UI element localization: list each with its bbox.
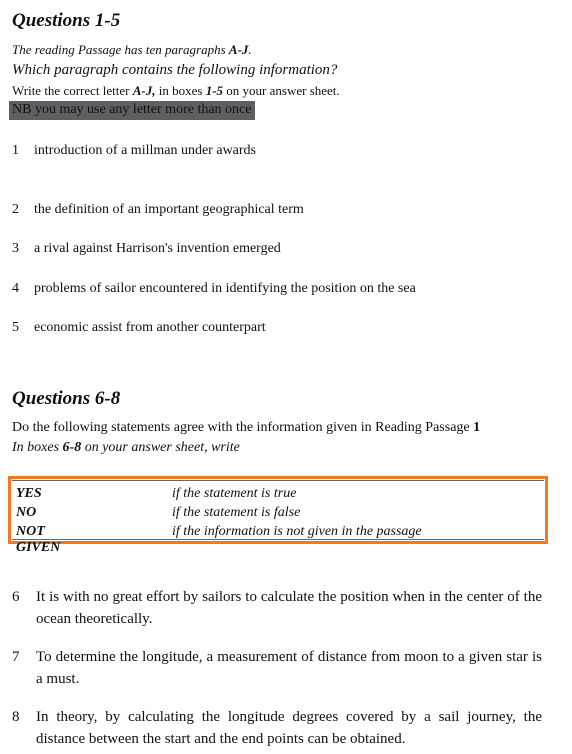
question-number: 7 <box>12 649 20 665</box>
question-text: To determine the longitude, a measurement of distance from moon to a given star is a must. <box>36 649 542 687</box>
instruction-text: . <box>248 42 252 57</box>
passage-number: 1 <box>473 420 481 435</box>
section1-instruction-1 <box>12 42 252 58</box>
answer-legend-box <box>8 476 548 555</box>
question-text: a rival against Harrison's invention emerged <box>34 241 281 256</box>
legend-description: if the statement is false <box>172 505 301 520</box>
question-number: 3 <box>12 241 19 256</box>
section2-heading: Questions 6-8 <box>12 388 121 409</box>
section1-instruction-3 <box>12 83 340 99</box>
question-text: economic assist from another counterpart <box>34 320 266 335</box>
question-number: 1 <box>12 143 19 158</box>
question-2 <box>12 202 304 218</box>
legend-table <box>12 480 544 555</box>
letter-range: A-J <box>228 42 249 57</box>
question-number: 4 <box>12 281 19 296</box>
instruction-text: Do the following statements agree with the information given in Reading Passage <box>12 420 474 435</box>
section1-heading: Questions 1-5 <box>12 10 121 31</box>
instruction-text: on your answer sheet, write <box>81 440 240 455</box>
instruction-text: on your answer sheet. <box>223 83 340 98</box>
section2-instruction-2 <box>12 440 240 456</box>
instruction-text: In boxes <box>12 440 63 455</box>
instruction-text: The reading Passage has ten paragraphs <box>12 42 229 57</box>
question-number: 6 <box>12 589 20 605</box>
section1-instruction-2: Which paragraph contains the following information? <box>12 62 338 78</box>
question-8 <box>12 706 542 750</box>
question-5 <box>12 320 266 336</box>
legend-description: if the information is not given in the passage <box>172 524 422 539</box>
question-1 <box>12 143 256 159</box>
question-6 <box>12 586 542 630</box>
legend-key: NO <box>16 505 37 520</box>
question-number: 2 <box>12 202 19 217</box>
question-3 <box>12 241 281 257</box>
section2-instruction-1 <box>12 420 480 436</box>
nb-note: NB you may use any letter more than once <box>9 101 255 120</box>
question-text: It is with no great effort by sailors to calculate the position when in the center of the ocean theoretically. <box>36 589 542 627</box>
question-7 <box>12 646 542 690</box>
question-text: In theory, by calculating the longitude degrees covered by a sail journey, the distance between the start and the end points can be obtained. <box>36 709 542 747</box>
legend-description: if the statement is true <box>172 486 297 501</box>
box-range: 1-5 <box>205 83 224 98</box>
instruction-text: in boxes <box>155 83 206 98</box>
instruction-text: Write the correct letter <box>12 83 133 98</box>
box-range: 6-8 <box>62 440 82 455</box>
legend-key: YES <box>16 486 42 501</box>
legend-key: NOT GIVEN <box>16 524 61 555</box>
question-number: 5 <box>12 320 19 335</box>
question-text: the definition of an important geographical term <box>34 202 304 217</box>
question-text: introduction of a millman under awards <box>34 143 256 158</box>
letter-range: A-J, <box>132 83 156 98</box>
question-text: problems of sailor encountered in identifying the position on the sea <box>34 281 416 296</box>
question-4 <box>12 281 416 297</box>
question-number: 8 <box>12 709 20 725</box>
